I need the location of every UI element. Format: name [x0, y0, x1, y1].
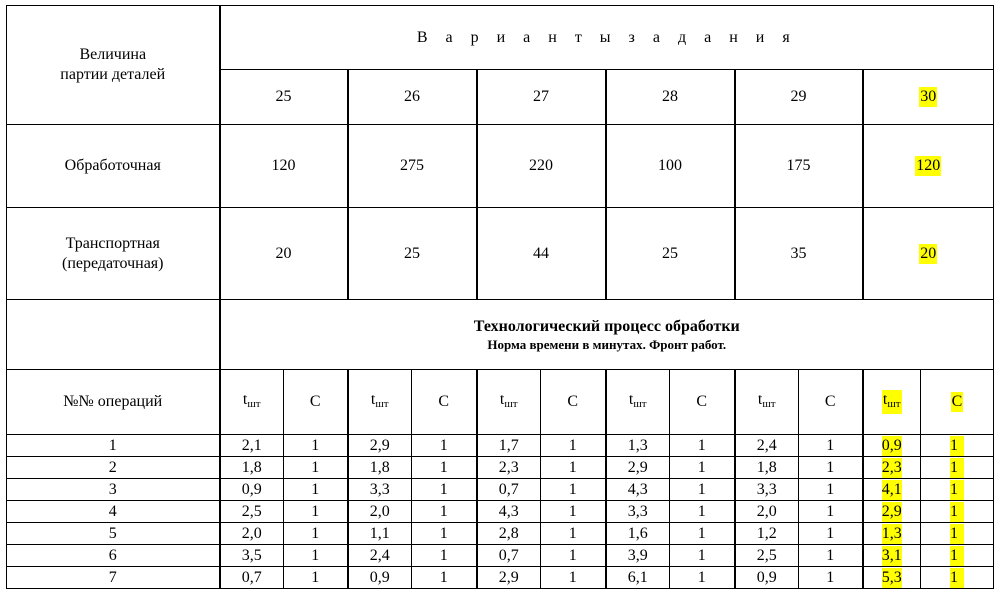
t-value: 2,9 [627, 458, 648, 476]
c-value-cell [412, 501, 477, 523]
c-value: 1 [568, 546, 577, 564]
operation-row [7, 479, 994, 501]
t-value-cell [348, 435, 412, 457]
c-value-cell [284, 479, 348, 501]
c-value: 1 [697, 524, 706, 542]
t-value-cell [863, 479, 921, 501]
c-value: 1 [568, 524, 577, 542]
c-value-cell [541, 479, 606, 501]
c-value: 1 [568, 480, 577, 498]
t-value-cell [348, 523, 412, 545]
c-header [799, 370, 863, 435]
processing-value-cell [735, 125, 863, 208]
operation-row [7, 545, 994, 567]
transport-value: 25 [662, 244, 678, 262]
variant-number: 25 [275, 88, 292, 105]
t-value: 2,3 [498, 458, 519, 476]
process-title: Технологический процесс обработки [473, 317, 740, 335]
t-value-cell [735, 457, 799, 479]
c-value-cell [921, 479, 994, 501]
t-value: 3,5 [241, 546, 262, 564]
c-value-cell [284, 567, 348, 589]
processing-value-cell [863, 125, 994, 208]
variant-cell [606, 70, 735, 125]
operation-number: 2 [7, 457, 220, 479]
c-value: 1 [950, 458, 964, 478]
t-value: 2,5 [241, 502, 262, 520]
c-value-cell [284, 501, 348, 523]
t-subscript: шт [504, 398, 518, 410]
t-value: 3,9 [627, 546, 648, 564]
operation-number: 1 [7, 435, 220, 457]
c-value-cell [541, 523, 606, 545]
t-value: 1,3 [627, 436, 648, 454]
t-value-cell [220, 523, 284, 545]
c-value: 1 [311, 546, 320, 564]
t-value: 2,4 [369, 546, 390, 564]
operation-row [7, 523, 994, 545]
processing-label-text: Обработочная [64, 157, 161, 174]
c-value: 1 [826, 568, 835, 586]
t-value: 1,1 [369, 524, 390, 542]
c-value: 1 [826, 502, 835, 520]
t-value: 6,1 [627, 568, 648, 586]
t-value-cell [220, 545, 284, 567]
t-value: 4,1 [881, 480, 902, 498]
c-value: 1 [950, 524, 964, 544]
batch-size-label [7, 6, 220, 125]
t-value: 1,3 [881, 524, 902, 542]
t-value-cell [220, 501, 284, 523]
c-value: 1 [826, 458, 835, 476]
c-value-cell [670, 523, 735, 545]
c-symbol: С [567, 393, 579, 410]
t-value-cell [477, 567, 541, 589]
transport-value-cell [735, 208, 863, 300]
c-value-cell [284, 435, 348, 457]
c-value-cell [921, 435, 994, 457]
process-title-cell [220, 300, 994, 370]
operations-label-text: №№ операций [63, 393, 163, 410]
transport-value-cell [348, 208, 477, 300]
assignment-table [6, 5, 994, 589]
t-value: 0,9 [756, 568, 777, 586]
c-value-cell [670, 545, 735, 567]
c-value-cell [670, 457, 735, 479]
t-value-cell [348, 567, 412, 589]
t-value: 0,7 [498, 546, 519, 564]
t-value-cell [220, 457, 284, 479]
processing-value: 220 [529, 157, 553, 174]
empty-cell [7, 300, 220, 370]
t-symbol: t [370, 391, 376, 408]
processing-row [7, 125, 994, 208]
c-value: 1 [311, 458, 320, 476]
c-value-cell [541, 567, 606, 589]
c-value-cell [670, 435, 735, 457]
c-value-cell [412, 567, 477, 589]
t-value-cell [735, 501, 799, 523]
c-value: 1 [697, 502, 706, 520]
c-value: 1 [697, 568, 706, 586]
c-value: 1 [439, 436, 448, 454]
batch-size-label-line1: Величина [79, 46, 147, 63]
t-value-cell [863, 523, 921, 545]
c-value: 1 [439, 568, 448, 586]
c-value: 1 [568, 436, 577, 454]
t-value: 0,7 [241, 568, 262, 586]
t-value: 1,2 [756, 524, 777, 542]
variant-cell [477, 70, 606, 125]
c-value-cell [412, 435, 477, 457]
variant-number: 26 [404, 88, 420, 105]
t-value-cell [735, 479, 799, 501]
c-symbol: С [309, 393, 321, 410]
t-value: 2,9 [369, 436, 390, 454]
t-value-cell [220, 435, 284, 457]
t-value: 2,0 [756, 502, 777, 520]
c-value: 1 [439, 458, 448, 476]
operations-label [7, 370, 220, 435]
c-value-cell [670, 567, 735, 589]
t-value: 1,6 [627, 524, 648, 542]
variant-number: 29 [790, 88, 807, 105]
t-value: 3,3 [756, 480, 777, 498]
t-value-cell [863, 545, 921, 567]
c-value-cell [541, 545, 606, 567]
c-value-cell [412, 523, 477, 545]
c-value: 1 [950, 546, 964, 566]
c-value-cell [541, 435, 606, 457]
c-value: 1 [697, 436, 706, 454]
c-value-cell [670, 501, 735, 523]
c-symbol: С [696, 393, 708, 410]
processing-value: 275 [400, 157, 424, 174]
t-subscript: шт [247, 398, 261, 410]
c-header [412, 370, 477, 435]
operation-number: 6 [7, 545, 220, 567]
t-value-cell [348, 545, 412, 567]
c-value: 1 [568, 458, 577, 476]
t-value: 3,1 [881, 546, 902, 564]
t-value: 0,7 [498, 480, 519, 498]
t-value-cell [477, 501, 541, 523]
transport-value-cell [863, 208, 994, 300]
t-value-cell [863, 457, 921, 479]
t-value-cell [348, 457, 412, 479]
t-header [735, 370, 799, 435]
process-title-row [7, 300, 994, 370]
c-value: 1 [950, 502, 964, 522]
t-value: 3,3 [369, 480, 390, 498]
c-value-cell [541, 457, 606, 479]
t-value-cell [477, 545, 541, 567]
c-value: 1 [311, 568, 320, 586]
process-subtitle: Норма времени в минутах. Фронт работ. [487, 336, 727, 352]
t-value-cell [863, 567, 921, 589]
t-value: 1,8 [241, 458, 262, 476]
transport-value: 44 [533, 244, 549, 262]
c-value: 1 [439, 502, 448, 520]
t-value: 2,0 [241, 524, 262, 542]
t-value-cell [735, 567, 799, 589]
t-value-cell [863, 435, 921, 457]
t-subscript: шт [633, 398, 647, 410]
processing-value-cell [606, 125, 735, 208]
operation-row [7, 501, 994, 523]
c-symbol: С [951, 393, 963, 410]
t-subscript: шт [375, 398, 389, 410]
c-value: 1 [311, 436, 320, 454]
operation-number: 3 [7, 479, 220, 501]
t-value-cell [477, 457, 541, 479]
c-value-cell [412, 457, 477, 479]
c-symbol: С [824, 393, 836, 410]
transport-value: 25 [404, 244, 420, 262]
c-value-cell [670, 479, 735, 501]
t-value-cell [477, 523, 541, 545]
c-value: 1 [568, 502, 577, 520]
c-value: 1 [826, 524, 835, 542]
processing-value-highlighted: 120 [916, 157, 941, 174]
c-value-cell [541, 501, 606, 523]
operation-number: 7 [7, 567, 220, 589]
t-value: 0,9 [241, 480, 262, 498]
c-value: 1 [826, 480, 835, 498]
t-header [477, 370, 541, 435]
c-value: 1 [826, 436, 835, 454]
operations-header-row [7, 370, 994, 435]
c-value: 1 [950, 480, 964, 500]
processing-value-cell [477, 125, 606, 208]
c-header [284, 370, 348, 435]
c-value-cell [921, 567, 994, 589]
t-value-cell [606, 501, 670, 523]
t-value: 0,9 [881, 436, 902, 454]
t-value-cell [863, 501, 921, 523]
t-symbol: t [499, 391, 505, 408]
batch-size-label-line2: партии деталей [60, 66, 166, 83]
t-value: 1,8 [369, 458, 390, 476]
processing-value-cell [348, 125, 477, 208]
operation-row [7, 567, 994, 589]
t-value: 5,3 [881, 568, 902, 586]
t-value: 2,3 [881, 458, 902, 476]
t-value-cell [606, 545, 670, 567]
c-value: 1 [568, 568, 577, 586]
transport-label-line2: (передаточная) [62, 254, 164, 272]
t-symbol: t [757, 391, 763, 408]
t-value-cell [606, 457, 670, 479]
variant-cell [735, 70, 863, 125]
t-value: 2,0 [369, 502, 390, 520]
transport-value-cell [220, 208, 348, 300]
t-value-cell [477, 435, 541, 457]
operation-number: 5 [7, 523, 220, 545]
c-value: 1 [439, 480, 448, 498]
t-value-cell [606, 435, 670, 457]
t-value: 0,9 [369, 568, 390, 586]
transport-value-cell [477, 208, 606, 300]
t-value-cell [220, 567, 284, 589]
c-value-cell [921, 523, 994, 545]
c-value: 1 [439, 546, 448, 564]
t-symbol: t [882, 391, 888, 408]
transport-value: 35 [790, 244, 807, 262]
variants-title: В а р и а н т ы з а д а н и я [416, 28, 797, 46]
t-value-cell [606, 523, 670, 545]
t-value: 2,9 [881, 502, 902, 520]
c-value: 1 [826, 546, 835, 564]
c-value-cell [284, 457, 348, 479]
c-value: 1 [311, 480, 320, 498]
c-value-cell [921, 501, 994, 523]
t-subscript: шт [887, 398, 901, 410]
t-value-cell [220, 479, 284, 501]
t-value: 2,4 [756, 436, 777, 454]
processing-label [7, 125, 220, 208]
c-value-cell [799, 457, 863, 479]
operation-number: 4 [7, 501, 220, 523]
c-value-cell [412, 479, 477, 501]
c-value-cell [284, 523, 348, 545]
transport-value: 20 [275, 244, 292, 262]
t-subscript: шт [762, 398, 776, 410]
processing-value: 175 [786, 157, 811, 174]
processing-value: 120 [271, 157, 296, 174]
t-header [606, 370, 670, 435]
t-value: 1,8 [756, 458, 777, 476]
processing-value: 100 [658, 157, 682, 174]
variant-cell [220, 70, 348, 125]
t-value-cell [735, 523, 799, 545]
transport-value-highlighted: 20 [920, 244, 937, 262]
t-value: 4,3 [498, 502, 519, 520]
c-value: 1 [311, 502, 320, 520]
variant-cell-selected [863, 70, 994, 125]
t-symbol: t [242, 391, 248, 408]
c-value: 1 [950, 568, 964, 588]
c-value-cell [799, 545, 863, 567]
transport-label-line1: Транспортная [65, 234, 160, 252]
c-value-cell [799, 523, 863, 545]
processing-value-cell [220, 125, 348, 208]
t-value: 2,9 [498, 568, 519, 586]
transport-value-cell [606, 208, 735, 300]
t-value: 3,3 [627, 502, 648, 520]
c-value: 1 [950, 436, 964, 456]
c-header-highlighted [921, 370, 994, 435]
operation-row [7, 435, 994, 457]
transport-label [7, 208, 220, 300]
t-header-highlighted [863, 370, 921, 435]
t-value: 2,5 [756, 546, 777, 564]
t-value: 2,1 [241, 436, 262, 454]
operation-row [7, 457, 994, 479]
t-value-cell [735, 435, 799, 457]
c-value: 1 [311, 524, 320, 542]
c-value: 1 [697, 546, 706, 564]
variant-cell [348, 70, 477, 125]
variants-title-cell [220, 6, 994, 70]
t-value-cell [735, 545, 799, 567]
t-value: 4,3 [627, 480, 648, 498]
t-value-cell [606, 567, 670, 589]
t-value-cell [348, 479, 412, 501]
c-value-cell [921, 457, 994, 479]
c-value: 1 [697, 480, 706, 498]
c-value-cell [799, 435, 863, 457]
t-value: 1,7 [498, 436, 519, 454]
t-header [220, 370, 284, 435]
t-value: 2,8 [498, 524, 519, 542]
c-value: 1 [439, 524, 448, 542]
variant-number-highlighted: 30 [920, 88, 937, 105]
c-value-cell [412, 545, 477, 567]
transport-row [7, 208, 994, 300]
c-value-cell [284, 545, 348, 567]
c-value-cell [799, 567, 863, 589]
c-value-cell [921, 545, 994, 567]
c-header [670, 370, 735, 435]
c-value-cell [799, 479, 863, 501]
c-header [541, 370, 606, 435]
c-symbol: С [438, 393, 450, 410]
variant-number: 27 [533, 88, 549, 105]
variant-number: 28 [662, 88, 678, 105]
c-value: 1 [697, 458, 706, 476]
t-value-cell [348, 501, 412, 523]
t-header [348, 370, 412, 435]
t-value-cell [606, 479, 670, 501]
c-value-cell [799, 501, 863, 523]
t-value-cell [477, 479, 541, 501]
t-symbol: t [628, 391, 634, 408]
